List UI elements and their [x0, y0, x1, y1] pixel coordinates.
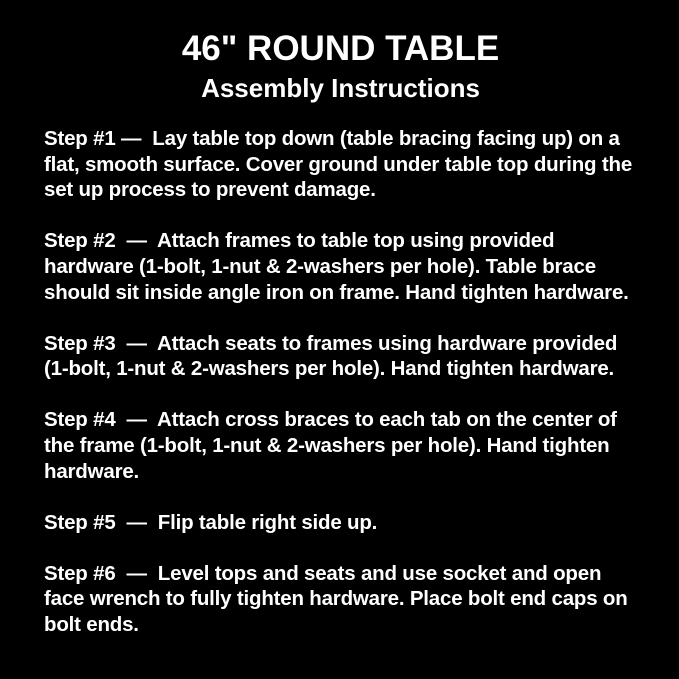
- instruction-step-5: Step #5 — Flip table right side up.: [44, 510, 378, 534]
- instruction-step-6: Step #6 — Level tops and seats and use socket and open face wrench to fully tighten hardware. Place bolt end caps on bolt ends.: [44, 561, 634, 637]
- instruction-step-1: Step #1 — Lay table top down (table bracing facing up) on a flat, smooth surface. Cover ground under table top during the set up process to prevent damage.: [44, 126, 638, 202]
- steps-list: [44, 126, 636, 638]
- page-title: 46" ROUND TABLE: [181, 29, 500, 68]
- instruction-step-3: Step #3 — Attach seats to frames using hardware provided (1-bolt, 1-nut & 2-washers per hole). Hand tighten hardware.: [44, 331, 623, 381]
- instruction-step-2: Step #2 — Attach frames to table top using provided hardware (1-bolt, 1-nut & 2-washers per hole). Table brace should sit inside angle iron on frame. Hand tighten hardware.: [44, 229, 629, 304]
- instruction-step-4: Step #4 — Attach cross braces to each tab on the center of the frame (1-bolt, 1-nut & 2-washers per hole). Hand tighten hardware.: [44, 408, 623, 483]
- page-subtitle: Assembly Instructions: [201, 72, 480, 103]
- card-header: [44, 30, 637, 104]
